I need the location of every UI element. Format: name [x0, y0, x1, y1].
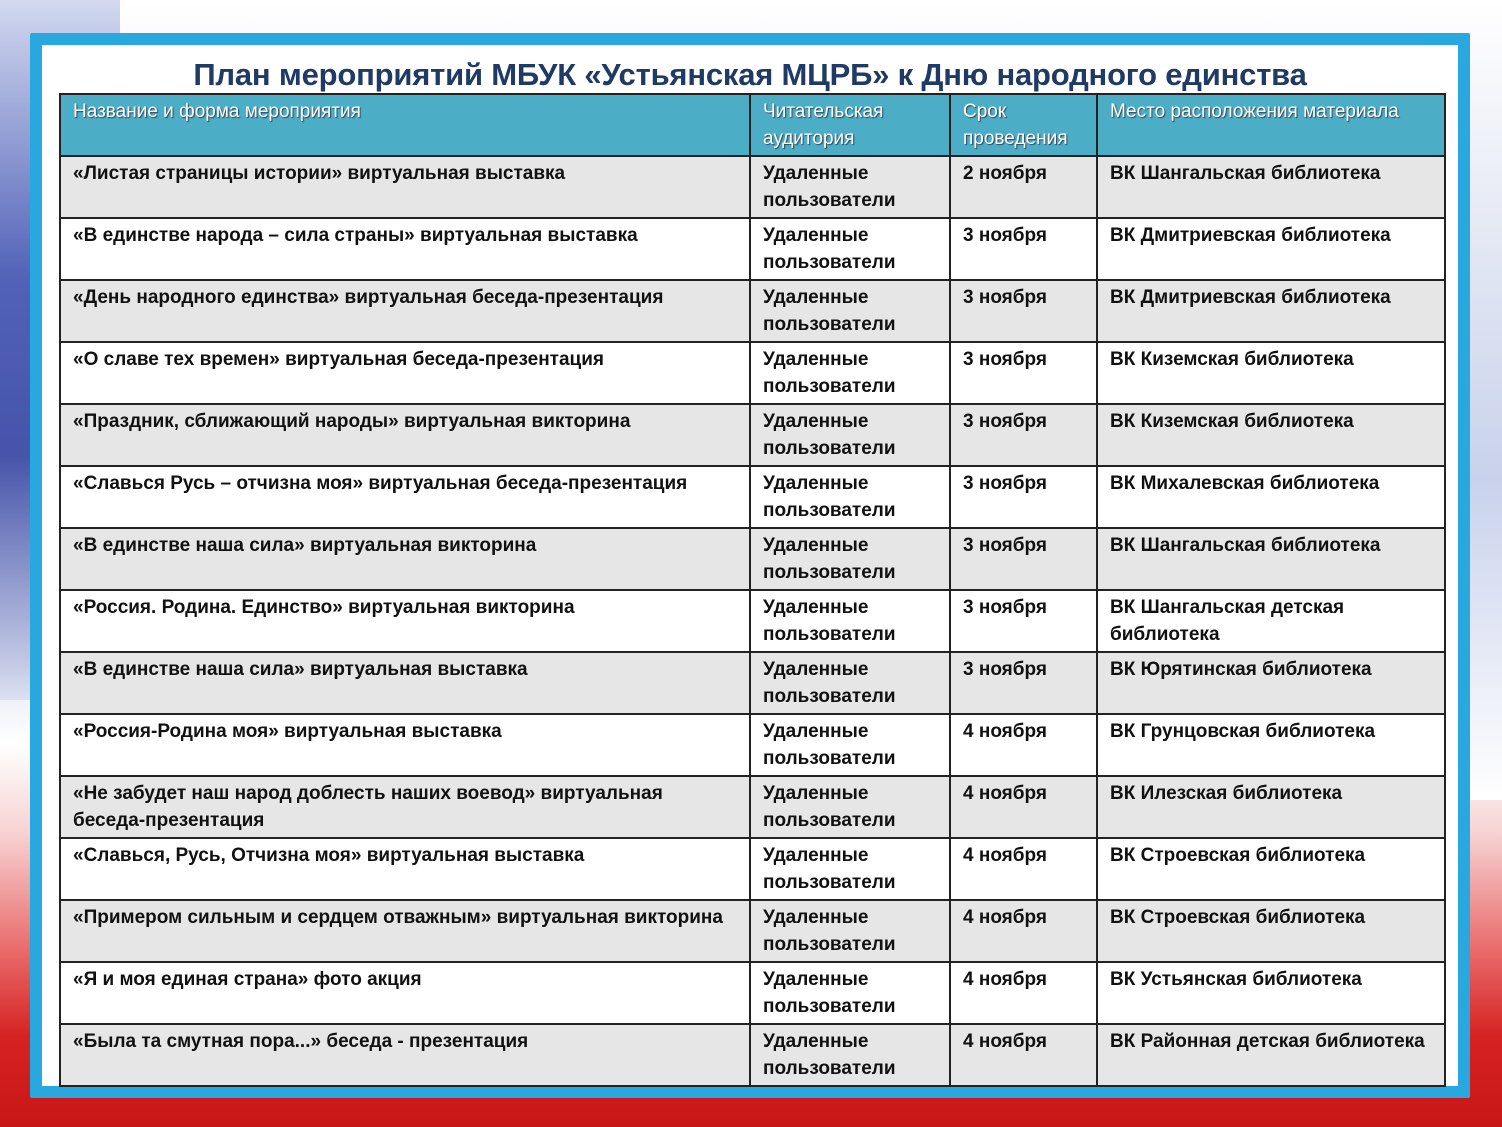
table-row — [60, 652, 1445, 714]
table-row — [60, 1024, 1445, 1086]
table-row — [60, 404, 1445, 466]
slide-frame — [30, 33, 1470, 1098]
audience-cell: Удаленные пользователи — [750, 838, 950, 900]
header-event-name: Название и форма мероприятия — [60, 94, 750, 156]
event-name-cell: «В единстве наша сила» виртуальная викторина — [60, 528, 750, 590]
audience-cell: Удаленные пользователи — [750, 900, 950, 962]
location-cell: ВК Шангальская библиотека — [1097, 156, 1445, 218]
audience-cell: Удаленные пользователи — [750, 590, 950, 652]
date-cell: 3 ноября — [950, 590, 1097, 652]
table-row — [60, 156, 1445, 218]
location-cell: ВК Строевская библиотека — [1097, 900, 1445, 962]
slide-content — [42, 45, 1458, 1086]
location-cell: ВК Михалевская библиотека — [1097, 466, 1445, 528]
event-name-cell: «Примером сильным и сердцем отважным» виртуальная викторина — [60, 900, 750, 962]
audience-cell: Удаленные пользователи — [750, 280, 950, 342]
audience-cell: Удаленные пользователи — [750, 652, 950, 714]
location-cell: ВК Дмитриевская библиотека — [1097, 218, 1445, 280]
date-cell: 3 ноября — [950, 404, 1097, 466]
location-cell: ВК Устьянская библиотека — [1097, 962, 1445, 1024]
date-cell: 4 ноября — [950, 900, 1097, 962]
header-date: Срок проведения — [950, 94, 1097, 156]
date-cell: 3 ноября — [950, 342, 1097, 404]
date-cell: 4 ноября — [950, 714, 1097, 776]
audience-cell: Удаленные пользователи — [750, 466, 950, 528]
audience-cell: Удаленные пользователи — [750, 404, 950, 466]
date-cell: 4 ноября — [950, 838, 1097, 900]
table-row — [60, 838, 1445, 900]
audience-cell: Удаленные пользователи — [750, 962, 950, 1024]
event-name-cell: «Праздник, сближающий народы» виртуальная викторина — [60, 404, 750, 466]
event-name-cell: «Была та смутная пора...» беседа - презентация — [60, 1024, 750, 1086]
location-cell: ВК Шангальская детская библиотека — [1097, 590, 1445, 652]
events-table — [59, 93, 1446, 1087]
date-cell: 3 ноября — [950, 218, 1097, 280]
date-cell: 3 ноября — [950, 280, 1097, 342]
table-header-row — [60, 94, 1445, 156]
date-cell: 4 ноября — [950, 776, 1097, 838]
date-cell: 3 ноября — [950, 652, 1097, 714]
location-cell: ВК Юрятинская библиотека — [1097, 652, 1445, 714]
event-name-cell: «Россия-Родина моя» виртуальная выставка — [60, 714, 750, 776]
audience-cell: Удаленные пользователи — [750, 342, 950, 404]
table-row — [60, 900, 1445, 962]
location-cell: ВК Дмитриевская библиотека — [1097, 280, 1445, 342]
table-row — [60, 342, 1445, 404]
date-cell: 4 ноября — [950, 1024, 1097, 1086]
event-name-cell: «Я и моя единая страна» фото акция — [60, 962, 750, 1024]
audience-cell: Удаленные пользователи — [750, 776, 950, 838]
event-name-cell: «Россия. Родина. Единство» виртуальная викторина — [60, 590, 750, 652]
location-cell: ВК Грунцовская библиотека — [1097, 714, 1445, 776]
table-row — [60, 218, 1445, 280]
location-cell: ВК Шангальская библиотека — [1097, 528, 1445, 590]
event-name-cell: «В единстве народа – сила страны» виртуальная выставка — [60, 218, 750, 280]
location-cell: ВК Строевская библиотека — [1097, 838, 1445, 900]
event-name-cell: «День народного единства» виртуальная беседа-презентация — [60, 280, 750, 342]
event-name-cell: «О славе тех времен» виртуальная беседа-презентация — [60, 342, 750, 404]
location-cell: ВК Илезская библиотека — [1097, 776, 1445, 838]
table-row — [60, 962, 1445, 1024]
location-cell: ВК Киземская библиотека — [1097, 404, 1445, 466]
event-name-cell: «Листая страницы истории» виртуальная выставка — [60, 156, 750, 218]
table-row — [60, 280, 1445, 342]
table-row — [60, 466, 1445, 528]
table-row — [60, 714, 1445, 776]
header-audience: Читательская аудитория — [750, 94, 950, 156]
audience-cell: Удаленные пользователи — [750, 714, 950, 776]
date-cell: 4 ноября — [950, 962, 1097, 1024]
table-row — [60, 776, 1445, 838]
table-row — [60, 528, 1445, 590]
audience-cell: Удаленные пользователи — [750, 1024, 950, 1086]
date-cell: 3 ноября — [950, 528, 1097, 590]
date-cell: 3 ноября — [950, 466, 1097, 528]
page-title: План мероприятий МБУК «Устьянская МЦРБ» к Дню народного единства — [193, 57, 1307, 92]
event-name-cell: «Славься Русь – отчизна моя» виртуальная беседа-презентация — [60, 466, 750, 528]
audience-cell: Удаленные пользователи — [750, 528, 950, 590]
header-location: Место расположения материала — [1097, 94, 1445, 156]
table-row — [60, 590, 1445, 652]
audience-cell: Удаленные пользователи — [750, 156, 950, 218]
location-cell: ВК Киземская библиотека — [1097, 342, 1445, 404]
date-cell: 2 ноября — [950, 156, 1097, 218]
event-name-cell: «Не забудет наш народ доблесть наших воевод» виртуальная беседа-презентация — [60, 776, 750, 838]
audience-cell: Удаленные пользователи — [750, 218, 950, 280]
location-cell: ВК Районная детская библиотека — [1097, 1024, 1445, 1086]
event-name-cell: «Славься, Русь, Отчизна моя» виртуальная выставка — [60, 838, 750, 900]
event-name-cell: «В единстве наша сила» виртуальная выставка — [60, 652, 750, 714]
